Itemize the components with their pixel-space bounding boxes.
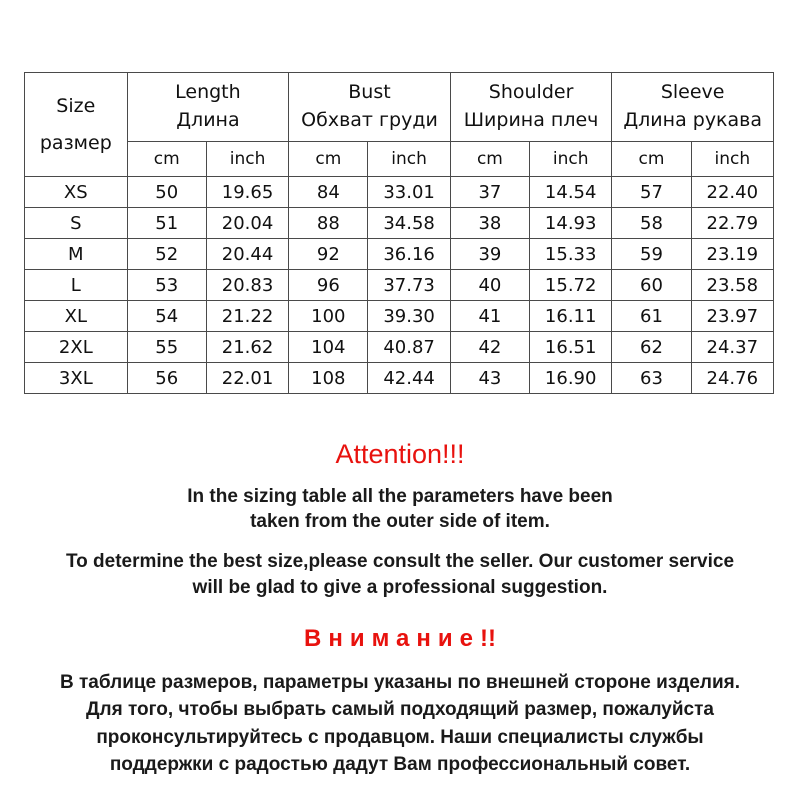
- header-group-length: [127, 73, 289, 142]
- cell-size: S: [25, 208, 128, 239]
- cell-measure: 53: [127, 270, 206, 301]
- cell-measure: 14.93: [530, 208, 612, 239]
- cell-measure: 56: [127, 363, 206, 394]
- header-group-bust: [289, 73, 451, 142]
- table-body: [25, 177, 774, 394]
- attention-heading-ru-exclamations: !!: [479, 625, 496, 653]
- header-group-length-en: Length: [175, 81, 241, 104]
- cell-measure: 108: [289, 363, 368, 394]
- header-unit-sleeve-inch: inch: [691, 142, 773, 177]
- cell-measure: 39.30: [368, 301, 450, 332]
- header-group-bust-en: Bust: [348, 81, 391, 104]
- cell-measure: 54: [127, 301, 206, 332]
- notice-paragraph-en-1: [0, 484, 800, 535]
- cell-measure: 37: [450, 177, 529, 208]
- cell-measure: 52: [127, 239, 206, 270]
- cell-measure: 19.65: [206, 177, 288, 208]
- table-row: [25, 363, 774, 394]
- cell-measure: 100: [289, 301, 368, 332]
- notice-paragraph-ru-line3: проконсультируйтесь с продавцом. Наши специалисты службы: [96, 726, 704, 748]
- header-unit-shoulder-cm: cm: [450, 142, 529, 177]
- header-size: [25, 73, 128, 177]
- notice-paragraph-ru-line1: В таблице размеров, параметры указаны по внешней стороне изделия.: [59, 671, 741, 693]
- header-size-en: Size: [56, 95, 96, 118]
- cell-measure: 96: [289, 270, 368, 301]
- table-row: [25, 208, 774, 239]
- cell-measure: 62: [612, 332, 691, 363]
- notice-paragraph-en-2-line2: will be glad to give a professional suggestion.: [192, 576, 608, 598]
- table-row: [25, 239, 774, 270]
- notice-paragraph-ru-line2: Для того, чтобы выбрать самый подходящий размер, пожалуйста: [85, 699, 714, 721]
- header-unit-length-inch: inch: [206, 142, 288, 177]
- cell-measure: 23.97: [691, 301, 773, 332]
- cell-size: M: [25, 239, 128, 270]
- cell-measure: 20.44: [206, 239, 288, 270]
- cell-measure: 16.90: [530, 363, 612, 394]
- cell-measure: 21.62: [206, 332, 288, 363]
- attention-heading-ru: [0, 626, 800, 652]
- table-row: [25, 177, 774, 208]
- header-group-length-ru: Длина: [176, 109, 240, 131]
- cell-measure: 33.01: [368, 177, 450, 208]
- header-unit-bust-cm: cm: [289, 142, 368, 177]
- header-group-sleeve-en: Sleeve: [660, 81, 725, 104]
- size-chart-container: [24, 72, 774, 394]
- attention-heading-ru-word: Внимание: [304, 625, 480, 653]
- notice-paragraph-en-1-line2: taken from the outer side of item.: [250, 511, 550, 533]
- cell-measure: 24.76: [691, 363, 773, 394]
- cell-measure: 55: [127, 332, 206, 363]
- notice-paragraph-en-2: [0, 549, 800, 600]
- cell-measure: 15.72: [530, 270, 612, 301]
- cell-measure: 22.01: [206, 363, 288, 394]
- header-group-shoulder-ru: Ширина плеч: [463, 109, 599, 131]
- header-group-shoulder-en: Shoulder: [488, 81, 574, 104]
- cell-measure: 88: [289, 208, 368, 239]
- cell-measure: 84: [289, 177, 368, 208]
- header-unit-bust-inch: inch: [368, 142, 450, 177]
- header-group-bust-ru: Обхват груди: [301, 109, 438, 131]
- cell-measure: 37.73: [368, 270, 450, 301]
- cell-measure: 57: [612, 177, 691, 208]
- header-unit-sleeve-cm: cm: [612, 142, 691, 177]
- header-group-sleeve-ru: Длина рукава: [623, 109, 763, 131]
- notice-paragraph-en-1-line1: In the sizing table all the parameters have been: [187, 485, 613, 507]
- cell-measure: 36.16: [368, 239, 450, 270]
- notice-paragraph-en-2-line1: To determine the best size,please consult the seller. Our customer service: [65, 550, 735, 572]
- table-header: [25, 73, 774, 177]
- header-row-groups: [25, 73, 774, 142]
- attention-heading-en: Attention!!!: [335, 439, 465, 469]
- cell-measure: 38: [450, 208, 529, 239]
- cell-measure: 60: [612, 270, 691, 301]
- cell-measure: 22.79: [691, 208, 773, 239]
- cell-measure: 34.58: [368, 208, 450, 239]
- cell-size: 2XL: [25, 332, 128, 363]
- cell-size: 3XL: [25, 363, 128, 394]
- table-row: [25, 270, 774, 301]
- table-row: [25, 301, 774, 332]
- cell-measure: 16.51: [530, 332, 612, 363]
- header-row-units: [25, 142, 774, 177]
- cell-measure: 24.37: [691, 332, 773, 363]
- cell-measure: 50: [127, 177, 206, 208]
- cell-measure: 92: [289, 239, 368, 270]
- cell-size: L: [25, 270, 128, 301]
- cell-size: XS: [25, 177, 128, 208]
- cell-measure: 59: [612, 239, 691, 270]
- cell-measure: 39: [450, 239, 529, 270]
- cell-measure: 42.44: [368, 363, 450, 394]
- cell-size: XL: [25, 301, 128, 332]
- cell-measure: 58: [612, 208, 691, 239]
- notice-paragraph-ru: [0, 669, 800, 779]
- cell-measure: 51: [127, 208, 206, 239]
- cell-measure: 104: [289, 332, 368, 363]
- cell-measure: 23.19: [691, 239, 773, 270]
- header-group-shoulder: [450, 73, 612, 142]
- cell-measure: 22.40: [691, 177, 773, 208]
- cell-measure: 20.04: [206, 208, 288, 239]
- cell-measure: 42: [450, 332, 529, 363]
- cell-measure: 40.87: [368, 332, 450, 363]
- cell-measure: 16.11: [530, 301, 612, 332]
- table-row: [25, 332, 774, 363]
- header-unit-shoulder-inch: inch: [530, 142, 612, 177]
- header-group-sleeve: [612, 73, 774, 142]
- cell-measure: 20.83: [206, 270, 288, 301]
- cell-measure: 40: [450, 270, 529, 301]
- cell-measure: 23.58: [691, 270, 773, 301]
- cell-measure: 41: [450, 301, 529, 332]
- cell-measure: 63: [612, 363, 691, 394]
- notice-block: [0, 440, 800, 779]
- cell-measure: 61: [612, 301, 691, 332]
- cell-measure: 14.54: [530, 177, 612, 208]
- cell-measure: 15.33: [530, 239, 612, 270]
- header-unit-length-cm: cm: [127, 142, 206, 177]
- cell-measure: 43: [450, 363, 529, 394]
- size-chart-table: [24, 72, 774, 394]
- notice-paragraph-ru-line4: поддержки с радостью дадут Вам профессиональный совет.: [109, 754, 691, 776]
- cell-measure: 21.22: [206, 301, 288, 332]
- header-size-ru: размер: [39, 131, 112, 154]
